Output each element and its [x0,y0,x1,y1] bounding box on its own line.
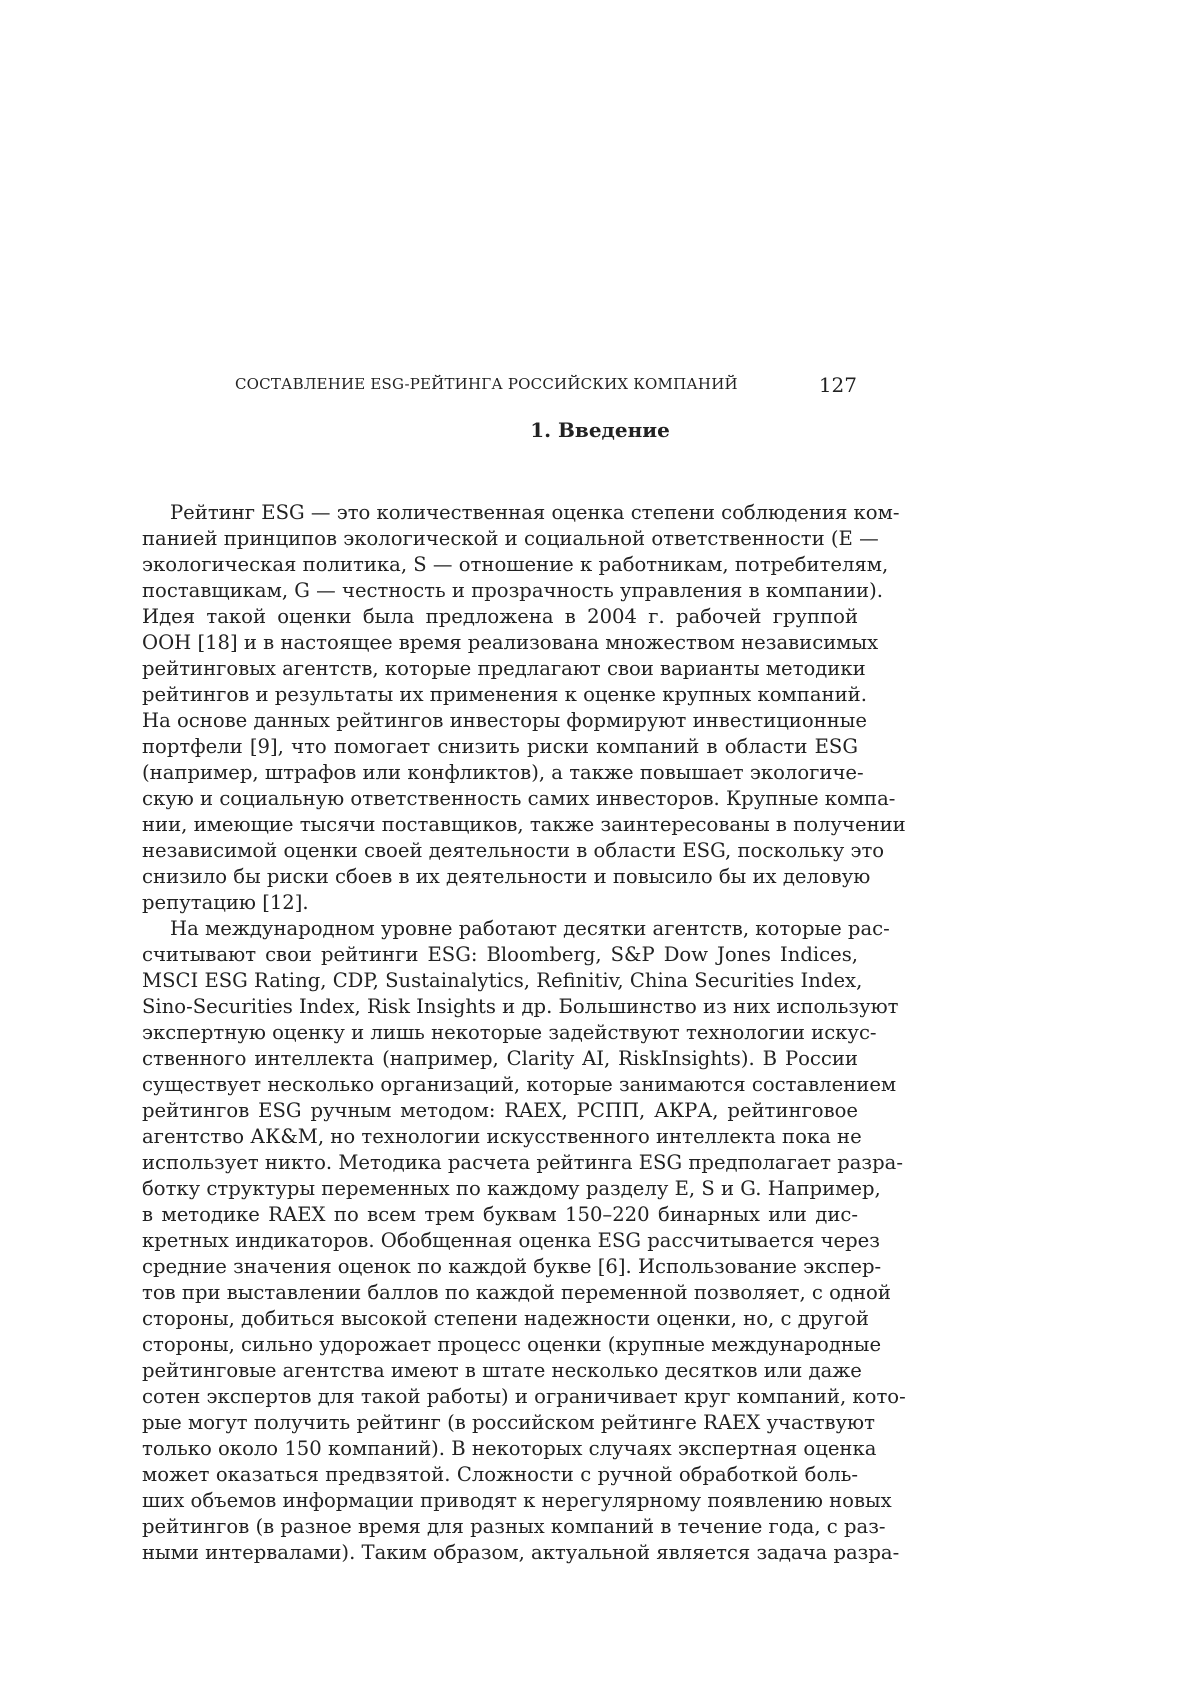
text-line: На международном уровне работают десятки агентств, которые рас- [142,916,858,942]
text-line: снизило бы риски сбоев в их деятельности и повысило бы их деловую [142,864,858,890]
text-line: использует никто. Методика расчета рейтинга ESG предполагает разра- [142,1150,858,1176]
text-line: рейтингов (в разное время для разных компаний в течение года, с раз- [142,1514,858,1540]
running-header [235,375,857,399]
text-line: независимой оценки своей деятельности в области ESG, поскольку это [142,838,858,864]
text-line: существует несколько организаций, которые занимаются составлением [142,1072,858,1098]
text-line: поставщикам, G — честность и прозрачность управления в компании). [142,578,858,604]
text-line: панией принципов экологической и социальной ответственности (E — [142,526,858,552]
text-line: ботку структуры переменных по каждому разделу E, S и G. Например, [142,1176,858,1202]
text-line: рейтингов ESG ручным методом: RAEX, РСПП, АКРА, рейтинговое [142,1098,858,1124]
text-line: в методике RAEX по всем трем буквам 150–220 бинарных или дис- [142,1202,858,1228]
text-line: средние значения оценок по каждой букве [6]. Использование экспер- [142,1254,858,1280]
text-line: рейтингов и результаты их применения к оценке крупных компаний. [142,682,858,708]
text-line: рые могут получить рейтинг (в российском рейтинге RAEX участвуют [142,1410,858,1436]
text-line: Sino-Securities Index, Risk Insights и др. Большинство из них используют [142,994,858,1020]
text-line: кретных индикаторов. Обобщенная оценка ESG рассчитывается через [142,1228,858,1254]
text-line: На основе данных рейтингов инвесторы формируют инвестиционные [142,708,858,734]
paragraph [142,916,858,1566]
text-line: тов при выставлении баллов по каждой переменной позволяет, с одной [142,1280,858,1306]
text-line: рейтинговые агентства имеют в штате несколько десятков или даже [142,1358,858,1384]
text-line: считывают свои рейтинги ESG: Bloomberg, S&P Dow Jones Indices, [142,942,858,968]
text-line: только около 150 компаний). В некоторых случаях экспертная оценка [142,1436,858,1462]
text-line: сотен экспертов для такой работы) и ограничивает круг компаний, кото- [142,1384,858,1410]
text-line: портфели [9], что помогает снизить риски компаний в области ESG [142,734,858,760]
text-line: Идея такой оценки была предложена в 2004 г. рабочей группой [142,604,858,630]
text-line: стороны, сильно удорожает процесс оценки (крупные международные [142,1332,858,1358]
running-title: СОСТАВЛЕНИЕ ESG-РЕЙТИНГА РОССИЙСКИХ КОМПАНИЙ [235,375,738,393]
text-line: (например, штрафов или конфликтов), а также повышает экологиче- [142,760,858,786]
text-line: ших объемов информации приводят к нерегулярному появлению новых [142,1488,858,1514]
text-line: ными интервалами). Таким образом, актуальной является задача разра- [142,1540,858,1566]
text-line: нии, имеющие тысячи поставщиков, также заинтересованы в получении [142,812,858,838]
text-line: рейтинговых агентств, которые предлагают свои варианты методики [142,656,858,682]
body-text [142,500,858,1566]
text-line: MSCI ESG Rating, CDP, Sustainalytics, Refinitiv, China Securities Index, [142,968,858,994]
paragraph [142,500,858,916]
section-heading: 1. Введение [0,418,1200,442]
page-number: 127 [819,373,857,397]
text-line: стороны, добиться высокой степени надежности оценки, но, с другой [142,1306,858,1332]
text-line: скую и социальную ответственность самих инвесторов. Крупные компа- [142,786,858,812]
text-line: Рейтинг ESG — это количественная оценка степени соблюдения ком- [142,500,858,526]
text-line: экологическая политика, S — отношение к работникам, потребителям, [142,552,858,578]
text-line: ООН [18] и в настоящее время реализована множеством независимых [142,630,858,656]
text-line: ственного интеллекта (например, Clarity AI, RiskInsights). В России [142,1046,858,1072]
text-line: репутацию [12]. [142,890,858,916]
text-line: может оказаться предвзятой. Сложности с ручной обработкой боль- [142,1462,858,1488]
document-page [0,0,1200,1698]
text-line: экспертную оценку и лишь некоторые задействуют технологии искус- [142,1020,858,1046]
text-line: агентство АК&М, но технологии искусственного интеллекта пока не [142,1124,858,1150]
